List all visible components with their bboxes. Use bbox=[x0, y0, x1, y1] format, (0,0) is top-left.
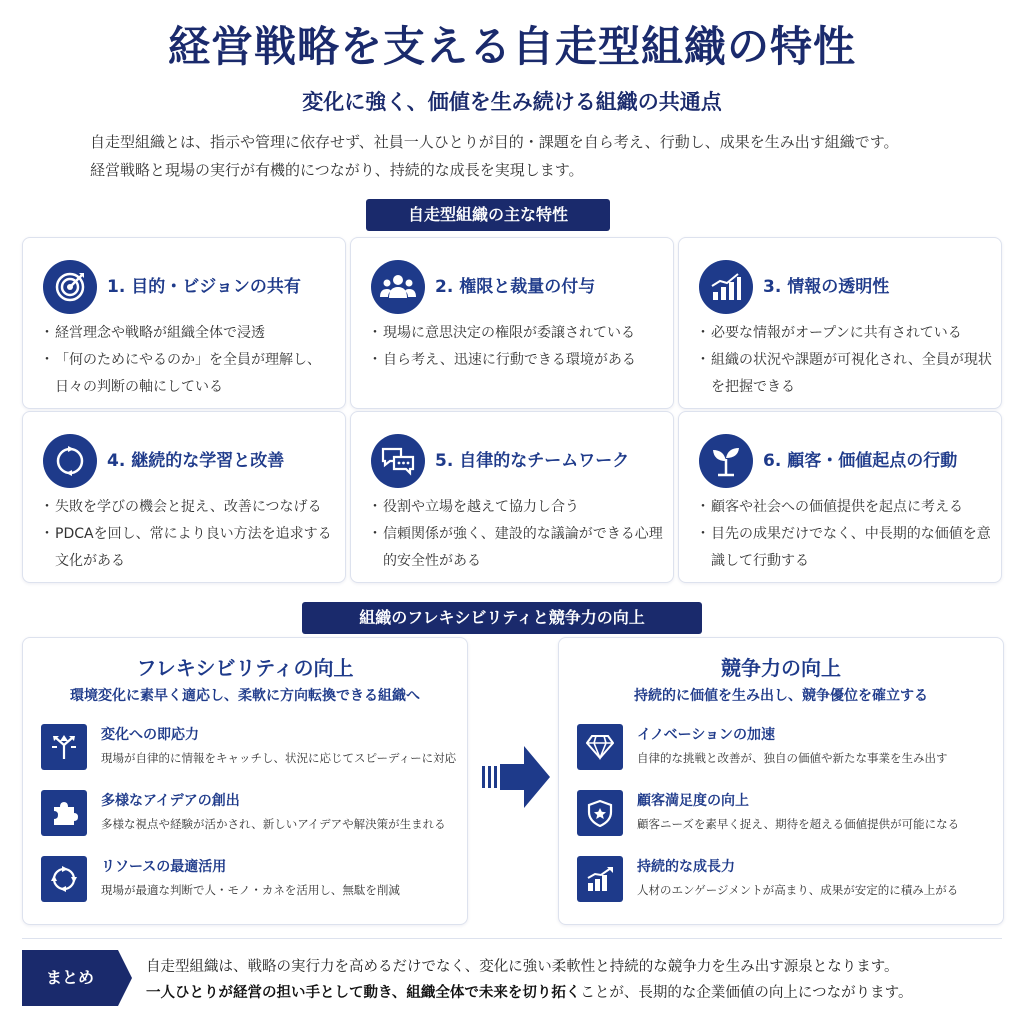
chat-bubbles-icon bbox=[371, 434, 425, 488]
flex-item-3-title: リソースの最適活用 bbox=[101, 859, 227, 875]
feature-5-bullet-2: ・ 信頼関係が強く、建設的な議論ができる心理的安全性がある bbox=[371, 521, 667, 575]
comp-item-3-title: 持続的な成長力 bbox=[637, 859, 735, 875]
summary-emphasis: 一人ひとりが経営の担い手として動き、組織全体で未来を切り拓く bbox=[146, 985, 581, 1001]
summary-line-2-rest: ことが、長期的な企業価値の向上につながります。 bbox=[580, 985, 913, 1001]
flexibility-subtitle: 環境変化に素早く適応し、柔軟に方向転換できる組織へ bbox=[70, 688, 420, 704]
flex-item-1-desc: 現場が自律的に情報をキャッチし、状況に応じてスピーディーに対応 bbox=[101, 751, 457, 765]
summary-text bbox=[146, 954, 1016, 1006]
page-title: 経営戦略を支える自走型組織の特性 bbox=[167, 22, 856, 71]
comp-item-2 bbox=[577, 790, 997, 840]
flex-item-2-title: 多様なアイデアの創出 bbox=[101, 793, 240, 809]
feature-card-4 bbox=[22, 411, 346, 583]
competitiveness-panel bbox=[558, 637, 1004, 925]
feature-card-3 bbox=[678, 237, 1002, 409]
feature-4-bullet-2: ・ PDCAを回し、常により良い方法を追求する文化がある bbox=[43, 521, 339, 575]
feature-3-bullet-2: ・ 組織の状況や課題が可視化され、全員が現状を把握できる bbox=[699, 347, 995, 401]
growth-chart-icon bbox=[577, 856, 623, 902]
comp-item-1-desc: 自律的な挑戦と改善が、独自の価値や新たな事業を生み出す bbox=[637, 751, 948, 765]
sprout-icon bbox=[699, 434, 753, 488]
summary-line-2 bbox=[146, 980, 1016, 1006]
target-icon bbox=[43, 260, 97, 314]
feature-title-2: 2. 権限と裁量の付与 bbox=[435, 277, 596, 297]
feature-6-bullet-2: ・ 目先の成果だけでなく、中長期的な価値を意識して行動する bbox=[699, 521, 995, 575]
team-icon bbox=[371, 260, 425, 314]
summary-label-tag bbox=[22, 950, 134, 1006]
flex-item-1-title: 変化への即応力 bbox=[101, 727, 199, 743]
cycle-icon bbox=[43, 434, 97, 488]
feature-card-6 bbox=[678, 411, 1002, 583]
flex-item-3 bbox=[41, 856, 461, 906]
shield-icon bbox=[577, 790, 623, 836]
feature-title-5: 5. 自律的なチームワーク bbox=[435, 451, 630, 471]
features-heading: 自走型組織の主な特性 bbox=[366, 199, 610, 231]
comp-item-1-title: イノベーションの加速 bbox=[637, 727, 776, 743]
summary-line-1: 自走型組織は、戦略の実行力を高めるだけでなく、変化に強い柔軟性と持続的な競争力を生み出す源泉となります。 bbox=[146, 959, 899, 975]
feature-4-bullet-1: ・ 失敗を学びの機会と捉え、改善につなげる bbox=[43, 494, 339, 521]
split-arrows-icon bbox=[41, 724, 87, 770]
cycle-icon bbox=[41, 856, 87, 902]
page-subtitle: 変化に強く、価値を生み続ける組織の共通点 bbox=[302, 90, 722, 114]
feature-title-6: 6. 顧客・価値起点の行動 bbox=[763, 451, 958, 471]
summary-label: まとめ bbox=[45, 968, 94, 987]
feature-2-bullet-1: ・ 現場に意思決定の権限が委譲されている bbox=[371, 320, 667, 347]
feature-title-3: 3. 情報の透明性 bbox=[763, 277, 890, 297]
competitiveness-title: 競争力の向上 bbox=[721, 656, 841, 680]
comp-item-3-desc: 人材のエンゲージメントが高まり、成果が安定的に積み上がる bbox=[637, 883, 959, 897]
feature-1-bullet-1: ・ 経営理念や戦略が組織全体で浸透 bbox=[43, 320, 339, 347]
feature-title-1: 1. 目的・ビジョンの共有 bbox=[107, 277, 301, 297]
right-arrow-icon bbox=[480, 742, 552, 812]
flex-item-1 bbox=[41, 724, 461, 774]
diamond-icon bbox=[577, 724, 623, 770]
feature-6-bullet-1: ・ 顧客や社会への価値提供を起点に考える bbox=[699, 494, 995, 521]
puzzle-icon bbox=[41, 790, 87, 836]
flex-item-2-desc: 多様な視点や経験が活かされ、新しいアイデアや解決策が生まれる bbox=[101, 817, 446, 831]
flexibility-title: フレキシビリティの向上 bbox=[136, 656, 354, 680]
feature-title-4: 4. 継続的な学習と改善 bbox=[107, 451, 285, 471]
flex-item-3-desc: 現場が最適な判断で人・モノ・カネを活用し、無駄を削減 bbox=[101, 883, 400, 897]
feature-2-bullet-2: ・ 自ら考え、迅速に行動できる環境がある bbox=[371, 347, 667, 374]
feature-1-bullet-2: ・ 「何のためにやるのか」を全員が理解し、日々の判断の軸にしている bbox=[43, 347, 339, 401]
comp-item-2-title: 顧客満足度の向上 bbox=[637, 793, 749, 809]
benefits-heading: 組織のフレキシビリティと競争力の向上 bbox=[302, 602, 702, 634]
intro-text bbox=[90, 128, 990, 184]
summary-divider bbox=[22, 938, 1002, 939]
comp-item-2-desc: 顧客ニーズを素早く捉え、期待を超える価値提供が可能になる bbox=[637, 817, 960, 831]
intro-line-2: 経営戦略と現場の実行が有機的につながり、持続的な成長を実現します。 bbox=[90, 161, 584, 179]
comp-item-3 bbox=[577, 856, 997, 906]
feature-card-2 bbox=[350, 237, 674, 409]
feature-card-5 bbox=[350, 411, 674, 583]
competitiveness-subtitle: 持続的に価値を生み出し、競争優位を確立する bbox=[634, 688, 928, 704]
feature-5-bullet-1: ・ 役割や立場を越えて協力し合う bbox=[371, 494, 667, 521]
comp-item-1 bbox=[577, 724, 997, 774]
feature-card-1 bbox=[22, 237, 346, 409]
flex-item-2 bbox=[41, 790, 461, 840]
flexibility-panel bbox=[22, 637, 468, 925]
feature-3-bullet-1: ・ 必要な情報がオープンに共有されている bbox=[699, 320, 995, 347]
bar-chart-icon bbox=[699, 260, 753, 314]
intro-line-1: 自走型組織とは、指示や管理に依存せず、社員一人ひとりが目的・課題を自ら考え、行動し、成果を生み出す組織です。 bbox=[90, 133, 899, 151]
